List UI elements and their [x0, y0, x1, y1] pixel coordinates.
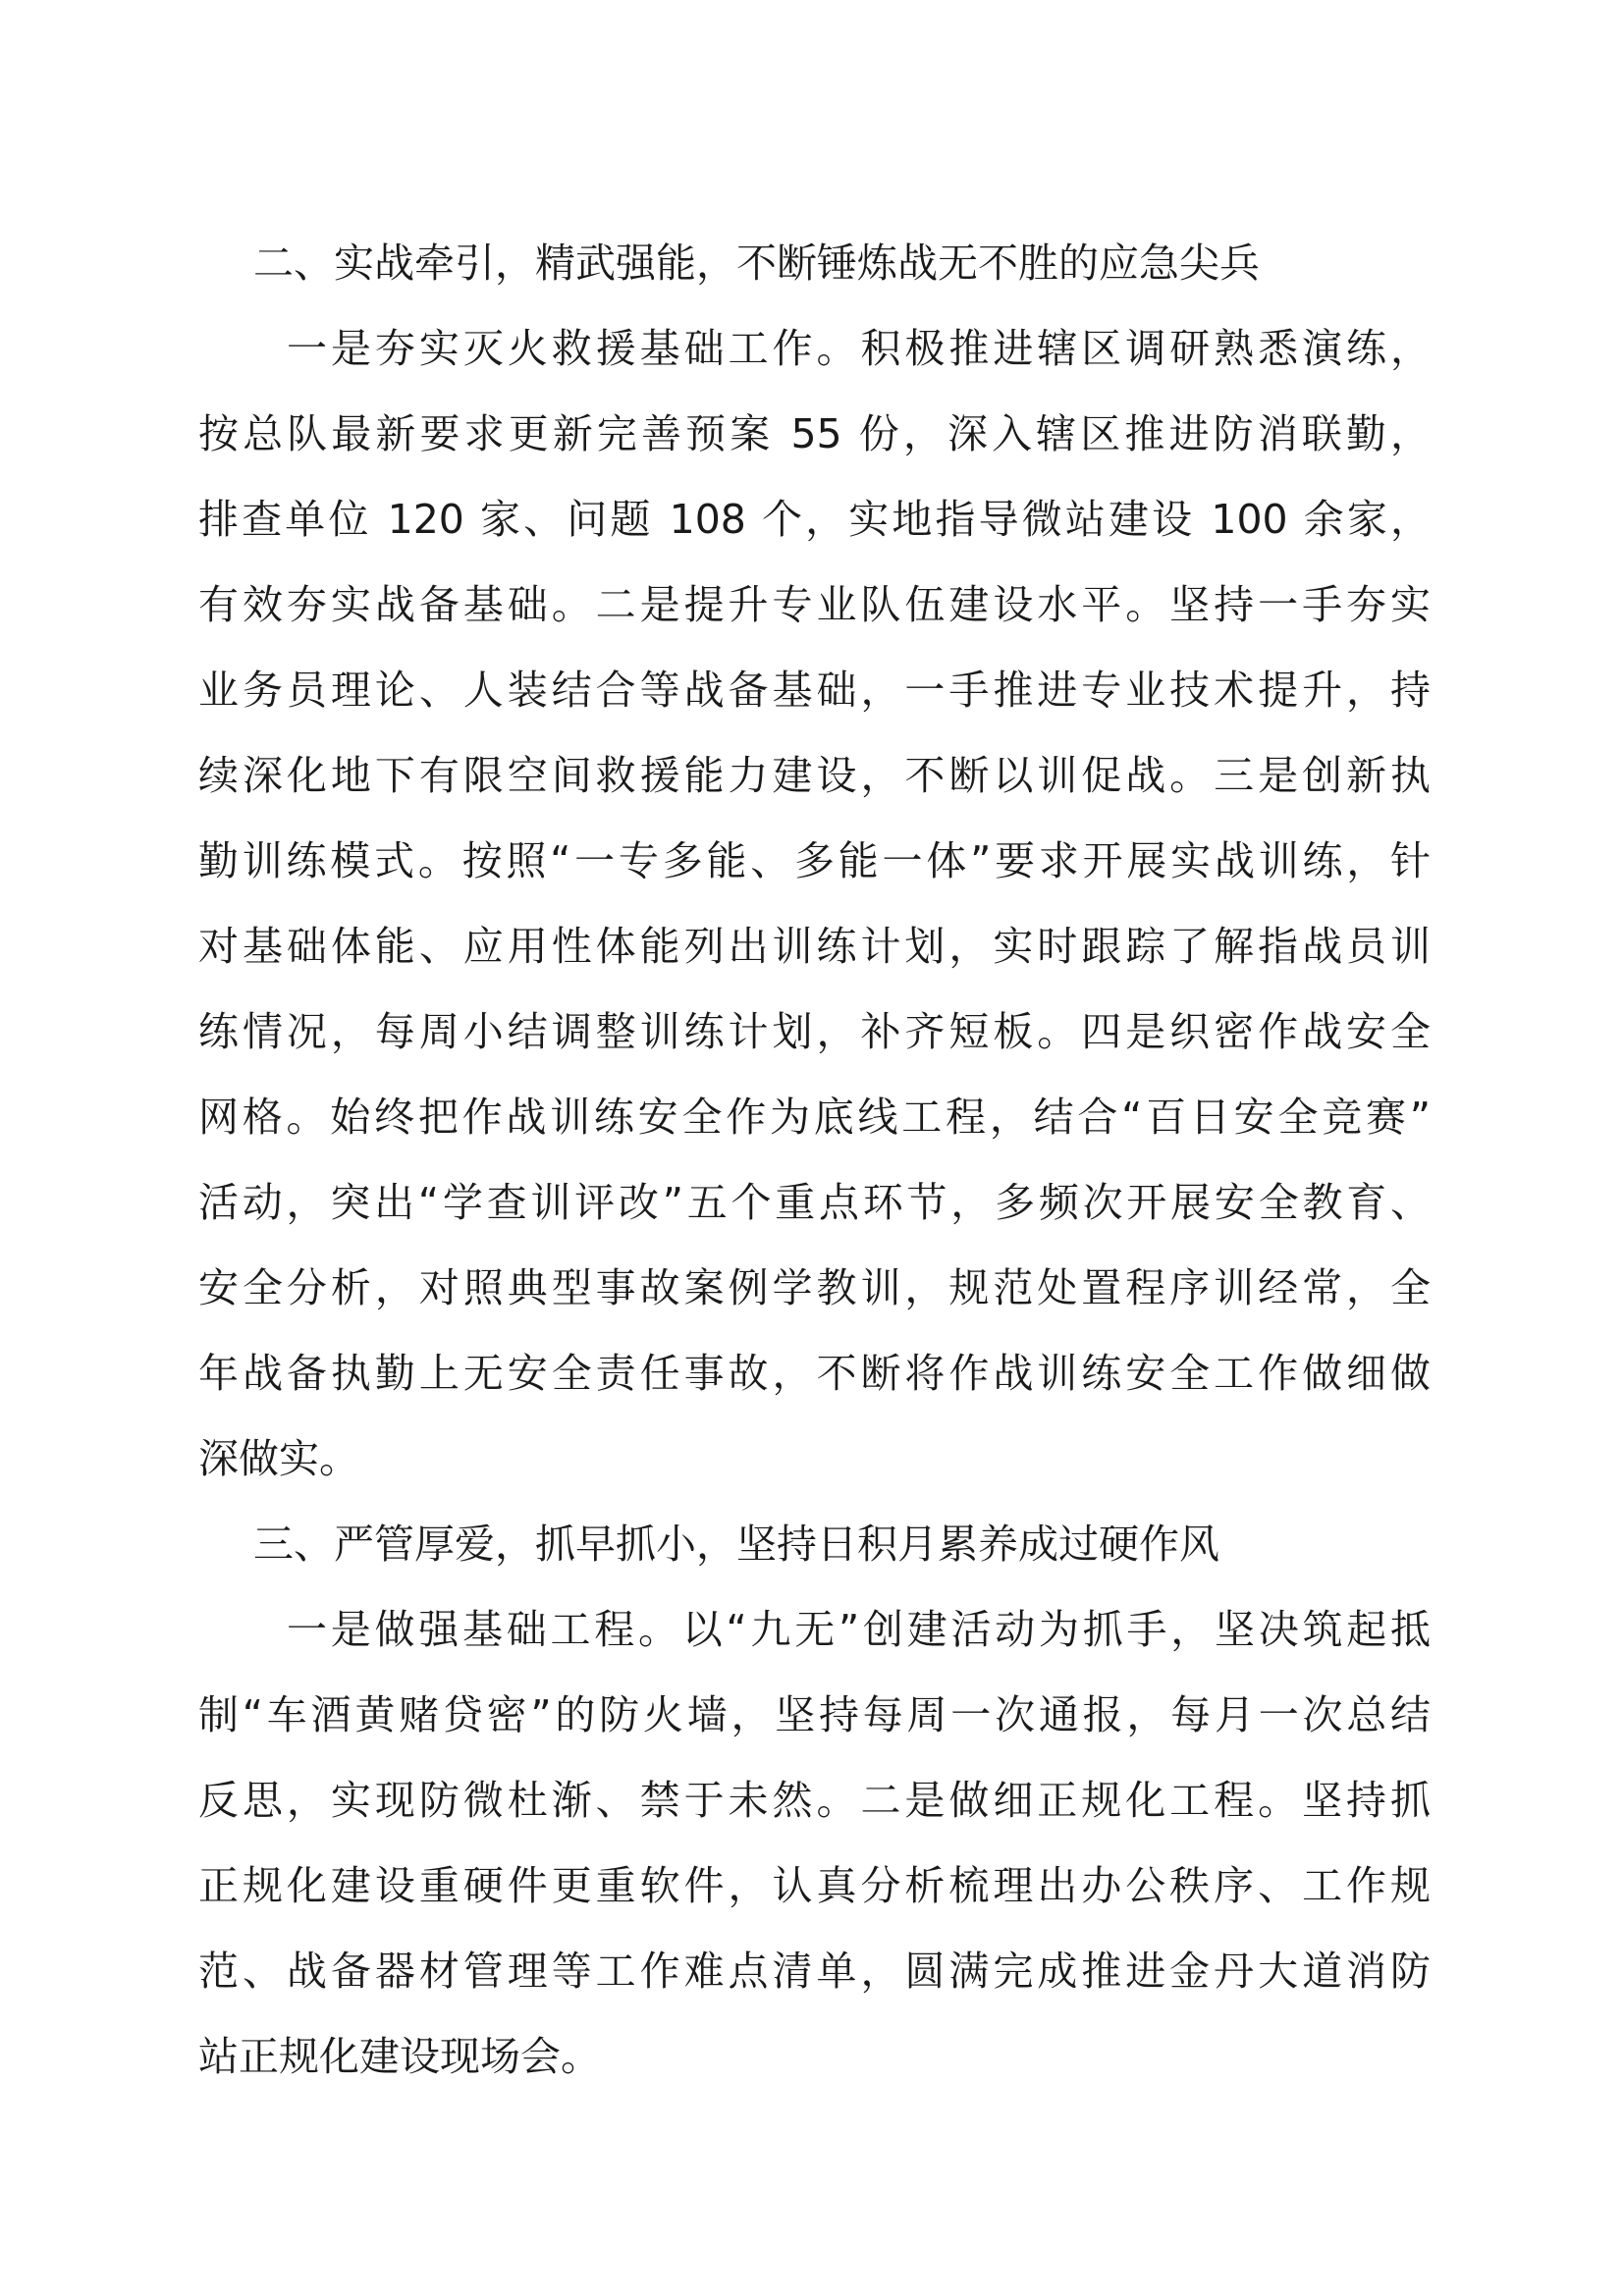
section-2-line-11: 活动，突出“学查训评改”五个重点环节，多频次开展安全教育、	[198, 1179, 1431, 1226]
section-2-line-5: 业务员理论、人装结合等战备基础，一手推进专业技术提升，持	[198, 667, 1431, 714]
section-3-line-4: 正规化建设重硬件更重软件，认真分析梳理出办公秩序、工作规	[198, 1862, 1431, 1909]
section-2-line-2: 按总队最新要求更新完善预案 55 份，深入辖区推进防消联勤，	[198, 410, 1431, 457]
section-2-heading: 二、实战牵引，精武强能，不断锤炼战无不胜的应急尖兵	[253, 240, 1260, 287]
section-2-line-4: 有效夯实战备基础。二是提升专业队伍建设水平。坚持一手夯实	[198, 581, 1431, 628]
section-2-line-13: 年战备执勤上无安全责任事故，不断将作战训练安全工作做细做	[198, 1350, 1431, 1397]
section-3-line-3: 反思，实现防微杜渐、禁于未然。二是做细正规化工程。坚持抓	[198, 1777, 1431, 1824]
section-2-line-9: 练情况，每周小结调整训练计划，补齐短板。四是织密作战安全	[198, 1008, 1431, 1055]
section-3-line-5: 范、战备器材管理等工作难点清单，圆满完成推进金丹大道消防	[198, 1948, 1431, 1995]
section-3-line-2: 制“车酒黄赌贷密”的防火墙，坚持每周一次通报，每月一次总结	[198, 1691, 1431, 1738]
section-3-line-6: 站正规化建设现场会。	[198, 2033, 601, 2080]
section-2-line-6: 续深化地下有限空间救援能力建设，不断以训促战。三是创新执	[198, 752, 1431, 799]
section-3-line-1: 一是做强基础工程。以“九无”创建活动为抓手，坚决筑起抵	[287, 1606, 1431, 1653]
section-2-line-10: 网格。始终把作战训练安全作为底线工程，结合“百日安全竞赛”	[198, 1094, 1431, 1141]
section-2-line-14: 深做实。	[198, 1435, 359, 1482]
section-2-line-1: 一是夯实灭火救援基础工作。积极推进辖区调研熟悉演练，	[287, 325, 1431, 372]
section-2-line-12: 安全分析，对照典型事故案例学教训，规范处置程序训经常，全	[198, 1264, 1431, 1311]
section-2-line-3: 排查单位 120 家、问题 108 个，实地指导微站建设 100 余家，	[198, 496, 1431, 543]
section-2-line-8: 对基础体能、应用性体能列出训练计划，实时跟踪了解指战员训	[198, 923, 1431, 970]
section-2-line-7: 勤训练模式。按照“一专多能、多能一体”要求开展实战训练，针	[198, 837, 1431, 884]
section-3-heading: 三、严管厚爱，抓早抓小，坚持日积月累养成过硬作风	[253, 1521, 1219, 1568]
